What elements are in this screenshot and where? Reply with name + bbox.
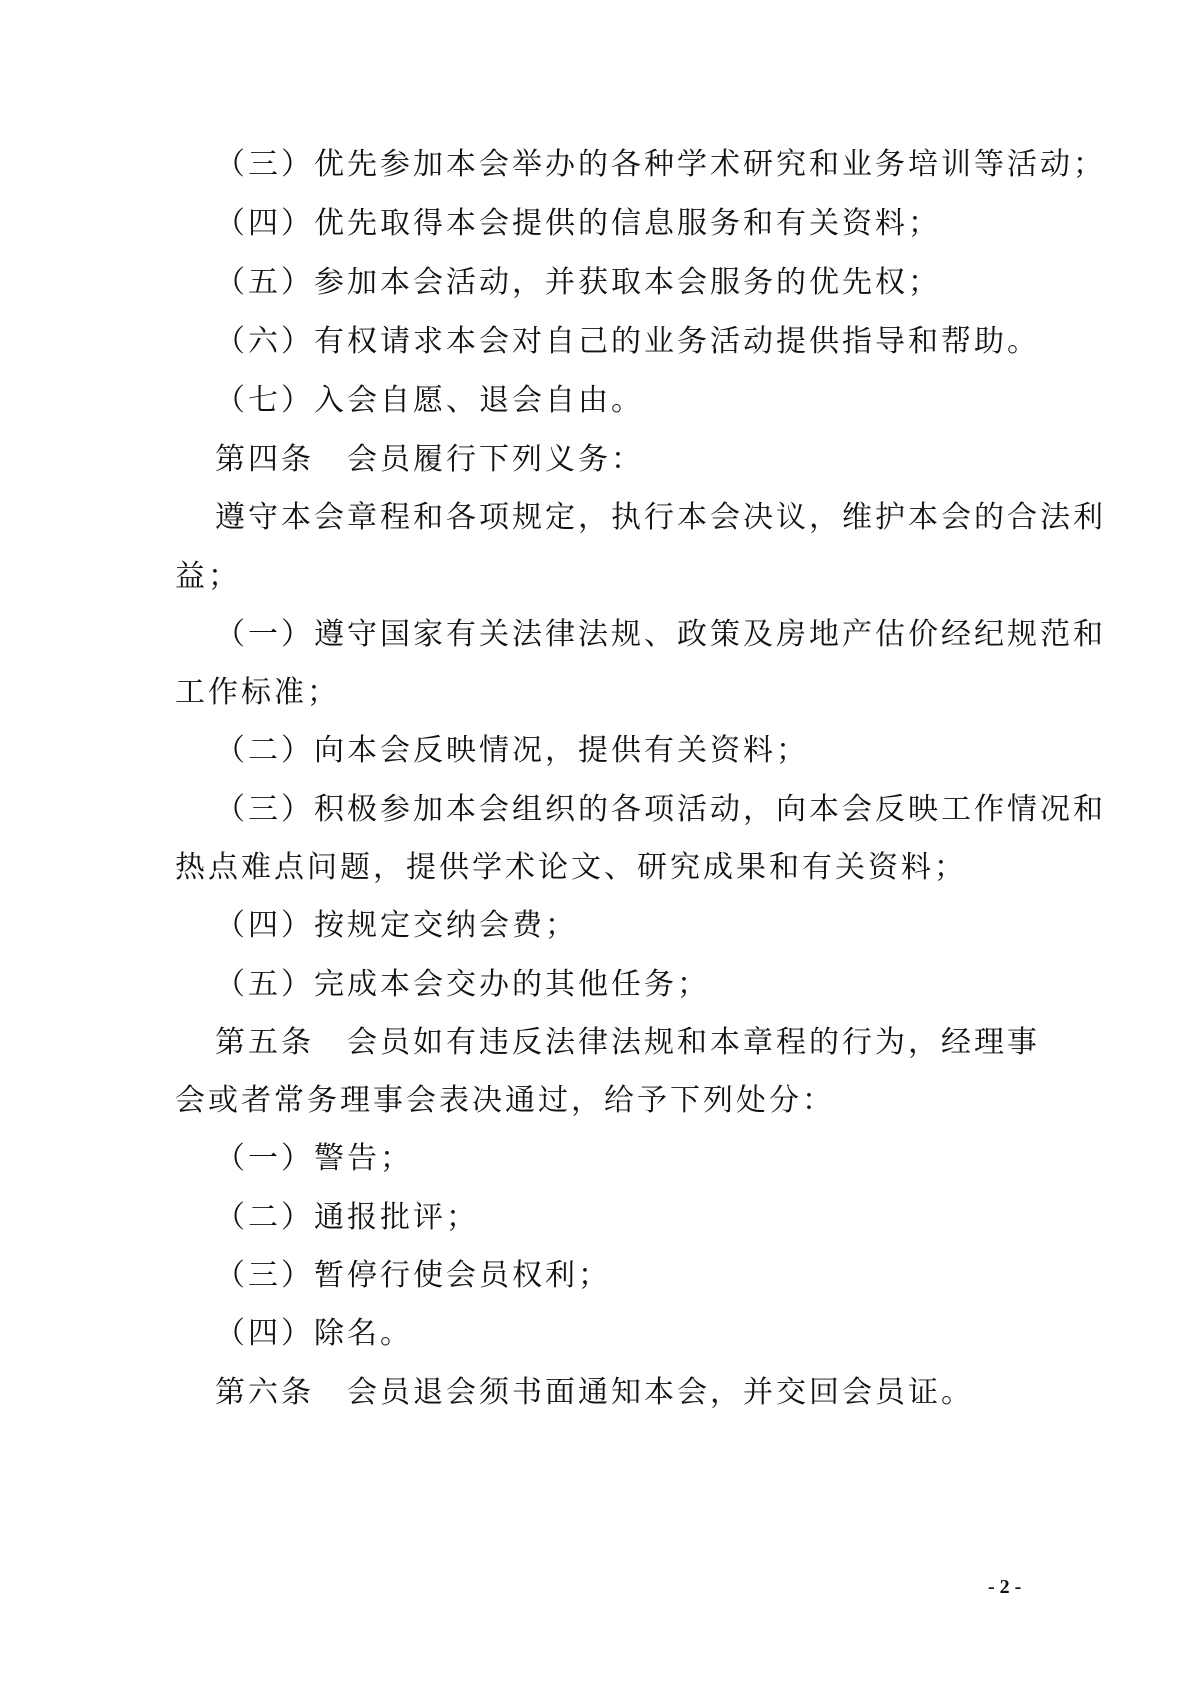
obligations-item-2: （二）向本会反映情况，提供有关资料； bbox=[215, 733, 809, 768]
article-6: 第六条 会员退会须书面通知本会，并交回会员证。 bbox=[215, 1375, 974, 1410]
obligations-intro-line-1: 遵守本会章程和各项规定，执行本会决议，维护本会的合法利 bbox=[215, 500, 1106, 535]
rights-item-6: （六）有权请求本会对自己的业务活动提供指导和帮助。 bbox=[215, 324, 1040, 359]
penalty-item-1: （一）警告； bbox=[215, 1141, 413, 1176]
penalty-item-2: （二）通报批评； bbox=[215, 1200, 479, 1235]
rights-item-3: （三）优先参加本会举办的各种学术研究和业务培训等活动； bbox=[215, 147, 1106, 182]
rights-item-7: （七）入会自愿、退会自由。 bbox=[215, 383, 644, 418]
obligations-intro-line-2: 益； bbox=[175, 559, 241, 594]
obligations-item-5: （五）完成本会交办的其他任务； bbox=[215, 967, 710, 1002]
obligations-item-1-line-2: 工作标准； bbox=[175, 675, 340, 710]
article-5-line-2: 会或者常务理事会表决通过，给予下列处分： bbox=[175, 1083, 835, 1118]
obligations-item-3-line-2: 热点难点问题，提供学术论文、研究成果和有关资料； bbox=[175, 850, 967, 885]
obligations-item-3-line-1: （三）积极参加本会组织的各项活动，向本会反映工作情况和 bbox=[215, 792, 1106, 827]
page-number: - 2 - bbox=[988, 1576, 1022, 1598]
article-4-heading: 第四条 会员履行下列义务： bbox=[215, 442, 644, 477]
article-5-line-1: 第五条 会员如有违反法律法规和本章程的行为，经理事 bbox=[215, 1025, 1040, 1060]
penalty-item-4: （四）除名。 bbox=[215, 1316, 413, 1351]
obligations-item-1-line-1: （一）遵守国家有关法律法规、政策及房地产估价经纪规范和 bbox=[215, 617, 1106, 652]
penalty-item-3: （三）暂停行使会员权利； bbox=[215, 1258, 611, 1293]
rights-item-4: （四）优先取得本会提供的信息服务和有关资料； bbox=[215, 206, 941, 241]
rights-item-5: （五）参加本会活动，并获取本会服务的优先权； bbox=[215, 265, 941, 300]
obligations-item-4: （四）按规定交纳会费； bbox=[215, 908, 578, 943]
